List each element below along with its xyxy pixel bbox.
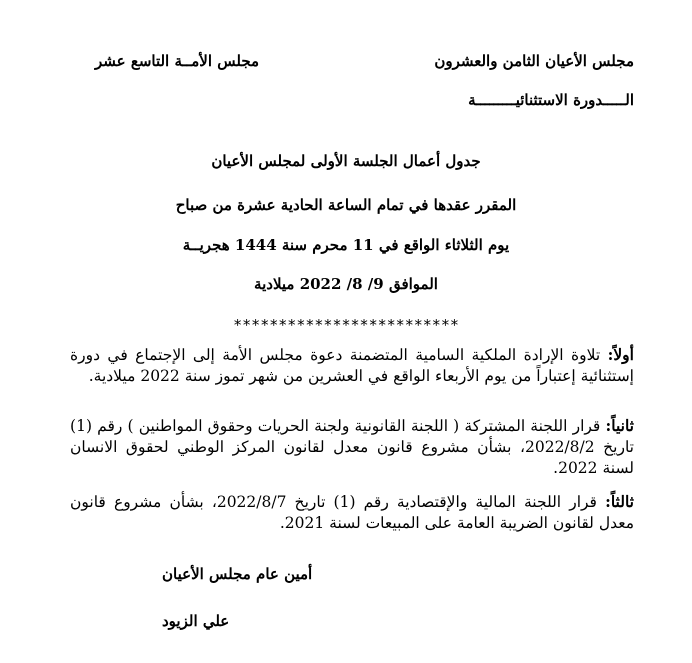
agenda-subtitle-gregorian-date: الموافق 9/ 8/ 2022 ميلادية — [254, 275, 438, 293]
agenda-item-1 — [70, 344, 634, 387]
separator: ************************* — [233, 316, 459, 334]
signatory-name: علي الزيود — [162, 612, 230, 630]
agenda-item-2 — [70, 415, 634, 479]
agenda-title: جدول أعمال الجلسة الأولى لمجلس الأعيان — [211, 152, 481, 170]
senate-header: مجلس الأعيان الثامن والعشرون — [434, 52, 634, 70]
agenda-item-3 — [70, 491, 634, 534]
parliament-header: مجلس الأمــة التاسع عشر — [95, 52, 260, 70]
agenda-item-label: أولاً: — [607, 345, 634, 364]
agenda-item-text: قرار اللجنة المالية والإقتصادية رقم (1) تاريخ 2022/8/7، بشأن مشروع قانون معدل لقانون الضريبة العامة على المبيعات لسنة 2021. — [70, 493, 634, 532]
agenda-item-label: ثانياً: — [605, 416, 634, 435]
signatory-title: أمين عام مجلس الأعيان — [162, 565, 313, 583]
agenda-subtitle-time: المقرر عقدها في تمام الساعة الحادية عشرة من صباح — [175, 196, 517, 214]
agenda-item-text: تلاوة الإرادة الملكية السامية المتضمنة دعوة مجلس الأمة إلى الإجتماع في دورة إستثنائية إعتباراً من يوم الأربعاء الواقع في العشرين من شهر تموز سنة 2022 ميلادية. — [70, 346, 634, 385]
agenda-subtitle-hijri-date: يوم الثلاثاء الواقع في 11 محرم سنة 1444 هجريــة — [182, 236, 510, 254]
agenda-item-text: قرار اللجنة المشتركة ( اللجنة القانونية ولجنة الحريات وحقوق المواطنين ) رقم (1) تاريخ 2022/8/2، بشأن مشروع قانون معدل لقانون المركز الوطني لحقوق الانسان لسنة 2022. — [70, 417, 634, 477]
session-header: الـــــدورة الاستثنائيـــــــــة — [468, 91, 634, 109]
agenda-item-label: ثالثاً: — [605, 492, 634, 511]
